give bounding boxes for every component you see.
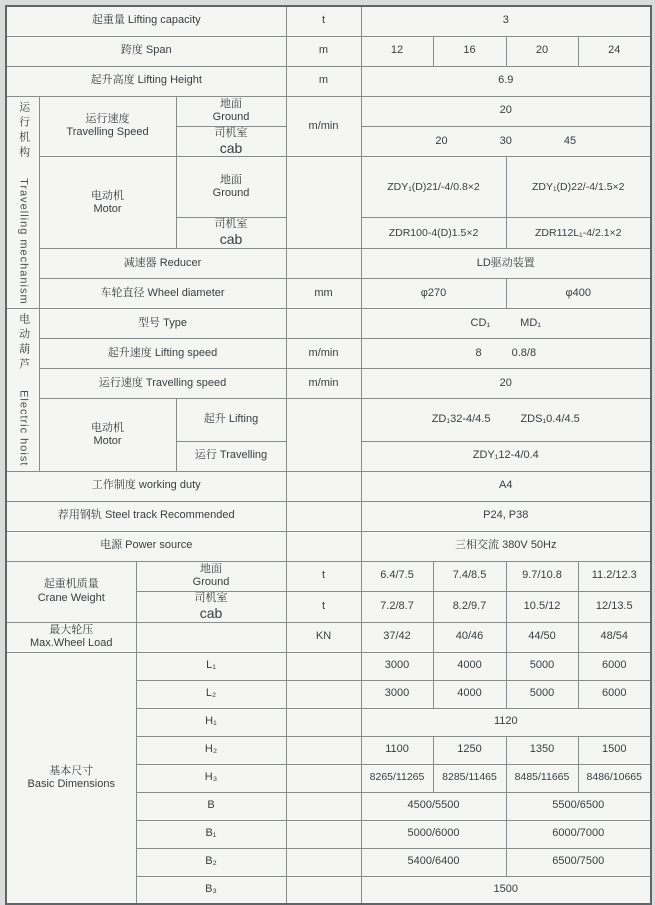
dim-b2-label: B₂ — [136, 848, 286, 876]
row-reducer — [6, 249, 651, 279]
crane-weight-ground-value-4: 11.2/12.3 — [578, 561, 651, 591]
travel-motor-label: 电动机 Motor — [39, 157, 176, 249]
max-wheel-load-value-3: 44/50 — [506, 622, 578, 652]
section-electric-hoist-zh: 电动葫芦 — [17, 313, 30, 374]
dim-b2-unit — [286, 848, 361, 876]
row-steel-track — [6, 501, 651, 531]
dim-b-unit — [286, 792, 361, 820]
dim-b-label: B — [136, 792, 286, 820]
wheel-diameter-unit: mm — [286, 279, 361, 309]
hoist-motor-travelling-label: 运行 Travelling — [176, 441, 286, 471]
steel-track-label: 荐用钢轨 Steel track Recommended — [6, 501, 286, 531]
travelling-speed-unit: m/min — [286, 96, 361, 157]
wheel-diameter-label: 车轮直径 Wheel diameter — [39, 279, 286, 309]
dim-h3-label: H₃ — [136, 764, 286, 792]
dim-l2-value-1: 3000 — [361, 680, 433, 708]
crane-weight-cab-label: 司机室 cab — [136, 591, 286, 622]
wheel-diameter-value-2: φ400 — [506, 279, 651, 309]
row-travel-motor-ground — [6, 157, 651, 218]
row-working-duty — [6, 471, 651, 501]
hoist-motor-lifting-values: ZD₁32-4/4.5 ZDS₁0.4/4.5 — [361, 399, 651, 441]
crane-weight-ground-unit: t — [286, 561, 361, 591]
dim-l1-value-2: 4000 — [433, 652, 506, 680]
dim-h3-value-1: 8265/11265 — [361, 764, 433, 792]
dim-b3-unit — [286, 876, 361, 904]
span-value-2: 16 — [433, 36, 506, 66]
reducer-label: 减速器 Reducer — [39, 249, 286, 279]
max-wheel-load-label: 最大轮压 Max.Wheel Load — [6, 622, 136, 652]
crane-weight-ground-value-2: 7.4/8.5 — [433, 561, 506, 591]
dim-b1-label: B₁ — [136, 820, 286, 848]
hoist-motor-travelling-value: ZDY₁12-4/0.4 — [361, 441, 651, 471]
crane-weight-ground-value-3: 9.7/10.8 — [506, 561, 578, 591]
working-duty-value: A4 — [361, 471, 651, 501]
crane-spec-table — [5, 5, 652, 905]
span-value-3: 20 — [506, 36, 578, 66]
section-electric-hoist-en: Electric hoist — [17, 390, 30, 467]
hoist-lifting-speed-unit: m/min — [286, 339, 361, 369]
row-max-wheel-load — [6, 622, 651, 652]
crane-weight-cab-value-4: 12/13.5 — [578, 591, 651, 622]
power-source-unit — [286, 531, 361, 561]
dim-l1-label: L₁ — [136, 652, 286, 680]
row-hoist-lifting-speed — [6, 339, 651, 369]
row-lifting-height — [6, 66, 651, 96]
crane-weight-ground-label: 地面 Ground — [136, 561, 286, 591]
span-value-1: 12 — [361, 36, 433, 66]
dim-l1-unit — [286, 652, 361, 680]
travel-motor-ground-label: 地面 Ground — [176, 157, 286, 218]
max-wheel-load-unit: KN — [286, 622, 361, 652]
wheel-diameter-value-1: φ270 — [361, 279, 506, 309]
dim-h2-value-2: 1250 — [433, 736, 506, 764]
section-travelling-mechanism-zh: 运行机构 — [17, 100, 30, 161]
dim-h2-label: H₂ — [136, 736, 286, 764]
span-value-4: 24 — [578, 36, 651, 66]
working-duty-label: 工作制度 working duty — [6, 471, 286, 501]
dim-b3-label: B₃ — [136, 876, 286, 904]
steel-track-unit — [286, 501, 361, 531]
crane-weight-cab-value-3: 10.5/12 — [506, 591, 578, 622]
lifting-capacity-value: 3 — [361, 6, 651, 36]
lifting-height-label: 起升高度 Lifting Height — [6, 66, 286, 96]
max-wheel-load-value-4: 48/54 — [578, 622, 651, 652]
dim-l2-value-4: 6000 — [578, 680, 651, 708]
dim-b-value-1: 4500/5500 — [361, 792, 506, 820]
row-crane-weight-ground — [6, 561, 651, 591]
row-wheel-diameter — [6, 279, 651, 309]
travel-motor-ground-value-1: ZDY₁(D)21/-4/0.8×2 — [361, 157, 506, 218]
crane-weight-ground-value-1: 6.4/7.5 — [361, 561, 433, 591]
travelling-speed-ground-label: 地面 Ground — [176, 96, 286, 126]
hoist-lifting-speed-label: 起升速度 Lifting speed — [39, 339, 286, 369]
dim-h3-value-2: 8285/11465 — [433, 764, 506, 792]
row-span — [6, 36, 651, 66]
span-unit: m — [286, 36, 361, 66]
dim-h3-value-3: 8485/11665 — [506, 764, 578, 792]
travel-motor-unit — [286, 157, 361, 249]
travelling-speed-cab-values: 20 30 45 — [361, 126, 651, 157]
row-power-source — [6, 531, 651, 561]
power-source-label: 电源 Power source — [6, 531, 286, 561]
span-label: 跨度 Span — [6, 36, 286, 66]
travelling-speed-label: 运行速度 Travelling Speed — [39, 96, 176, 157]
reducer-value: LD驱动装置 — [361, 249, 651, 279]
power-source-value: 三相交流 380V 50Hz — [361, 531, 651, 561]
dim-l2-value-3: 5000 — [506, 680, 578, 708]
hoist-type-values: CD₁ MD₁ — [361, 309, 651, 339]
row-dim-l1 — [6, 652, 651, 680]
lifting-height-unit: m — [286, 66, 361, 96]
dim-l2-value-2: 4000 — [433, 680, 506, 708]
dim-h3-value-4: 8486/10665 — [578, 764, 651, 792]
hoist-motor-label: 电动机 Motor — [39, 399, 176, 471]
travelling-speed-cab-label: 司机室 cab — [176, 126, 286, 157]
lifting-capacity-label: 起重量 Lifting capacity — [6, 6, 286, 36]
max-wheel-load-sublabel — [136, 622, 286, 652]
dim-l2-unit — [286, 680, 361, 708]
row-hoist-type — [6, 309, 651, 339]
dim-h2-value-4: 1500 — [578, 736, 651, 764]
dim-b1-value-2: 6000/7000 — [506, 820, 651, 848]
hoist-type-unit — [286, 309, 361, 339]
hoist-motor-lifting-label: 起升 Lifting — [176, 399, 286, 441]
dim-b2-value-2: 6500/7500 — [506, 848, 651, 876]
dim-b1-unit — [286, 820, 361, 848]
dim-l1-value-1: 3000 — [361, 652, 433, 680]
max-wheel-load-value-2: 40/46 — [433, 622, 506, 652]
section-electric-hoist — [6, 309, 39, 471]
dim-b-value-2: 5500/6500 — [506, 792, 651, 820]
dim-h1-label: H₁ — [136, 708, 286, 736]
dim-h1-value: 1120 — [361, 708, 651, 736]
dim-h3-unit — [286, 764, 361, 792]
row-hoist-travelling-speed — [6, 369, 651, 399]
lifting-capacity-unit: t — [286, 6, 361, 36]
travel-motor-cab-value-2: ZDR112L₁-4/2.1×2 — [506, 218, 651, 249]
dim-l1-value-4: 6000 — [578, 652, 651, 680]
reducer-unit — [286, 249, 361, 279]
hoist-travelling-speed-label: 运行速度 Travelling speed — [39, 369, 286, 399]
section-travelling-mechanism-en: Travelling mechanism — [17, 177, 30, 305]
travelling-speed-ground-value: 20 — [361, 96, 651, 126]
row-travelling-speed-ground — [6, 96, 651, 126]
travel-motor-cab-label: 司机室 cab — [176, 218, 286, 249]
dim-b2-value-1: 5400/6400 — [361, 848, 506, 876]
dim-h2-unit — [286, 736, 361, 764]
travel-motor-ground-value-2: ZDY₁(D)22/-4/1.5×2 — [506, 157, 651, 218]
hoist-type-label: 型号 Type — [39, 309, 286, 339]
dim-b1-value-1: 5000/6000 — [361, 820, 506, 848]
row-hoist-motor-lifting — [6, 399, 651, 441]
lifting-height-value: 6.9 — [361, 66, 651, 96]
hoist-travelling-speed-unit: m/min — [286, 369, 361, 399]
crane-weight-cab-value-2: 8.2/9.7 — [433, 591, 506, 622]
row-lifting-capacity — [6, 6, 651, 36]
dim-l2-label: L₂ — [136, 680, 286, 708]
dim-l1-value-3: 5000 — [506, 652, 578, 680]
hoist-travelling-speed-value: 20 — [361, 369, 651, 399]
section-travelling-mechanism — [6, 96, 39, 309]
crane-weight-cab-value-1: 7.2/8.7 — [361, 591, 433, 622]
hoist-lifting-speed-values: 8 0.8/8 — [361, 339, 651, 369]
dim-h1-unit — [286, 708, 361, 736]
max-wheel-load-value-1: 37/42 — [361, 622, 433, 652]
working-duty-unit — [286, 471, 361, 501]
dim-h2-value-1: 1100 — [361, 736, 433, 764]
dim-h2-value-3: 1350 — [506, 736, 578, 764]
crane-weight-cab-unit: t — [286, 591, 361, 622]
basic-dimensions-label: 基本尺寸 Basic Dimensions — [6, 652, 136, 904]
steel-track-value: P24, P38 — [361, 501, 651, 531]
hoist-motor-unit — [286, 399, 361, 471]
crane-weight-label: 起重机质量 Crane Weight — [6, 561, 136, 622]
dim-b3-value: 1500 — [361, 876, 651, 904]
travel-motor-cab-value-1: ZDR100-4(D)1.5×2 — [361, 218, 506, 249]
